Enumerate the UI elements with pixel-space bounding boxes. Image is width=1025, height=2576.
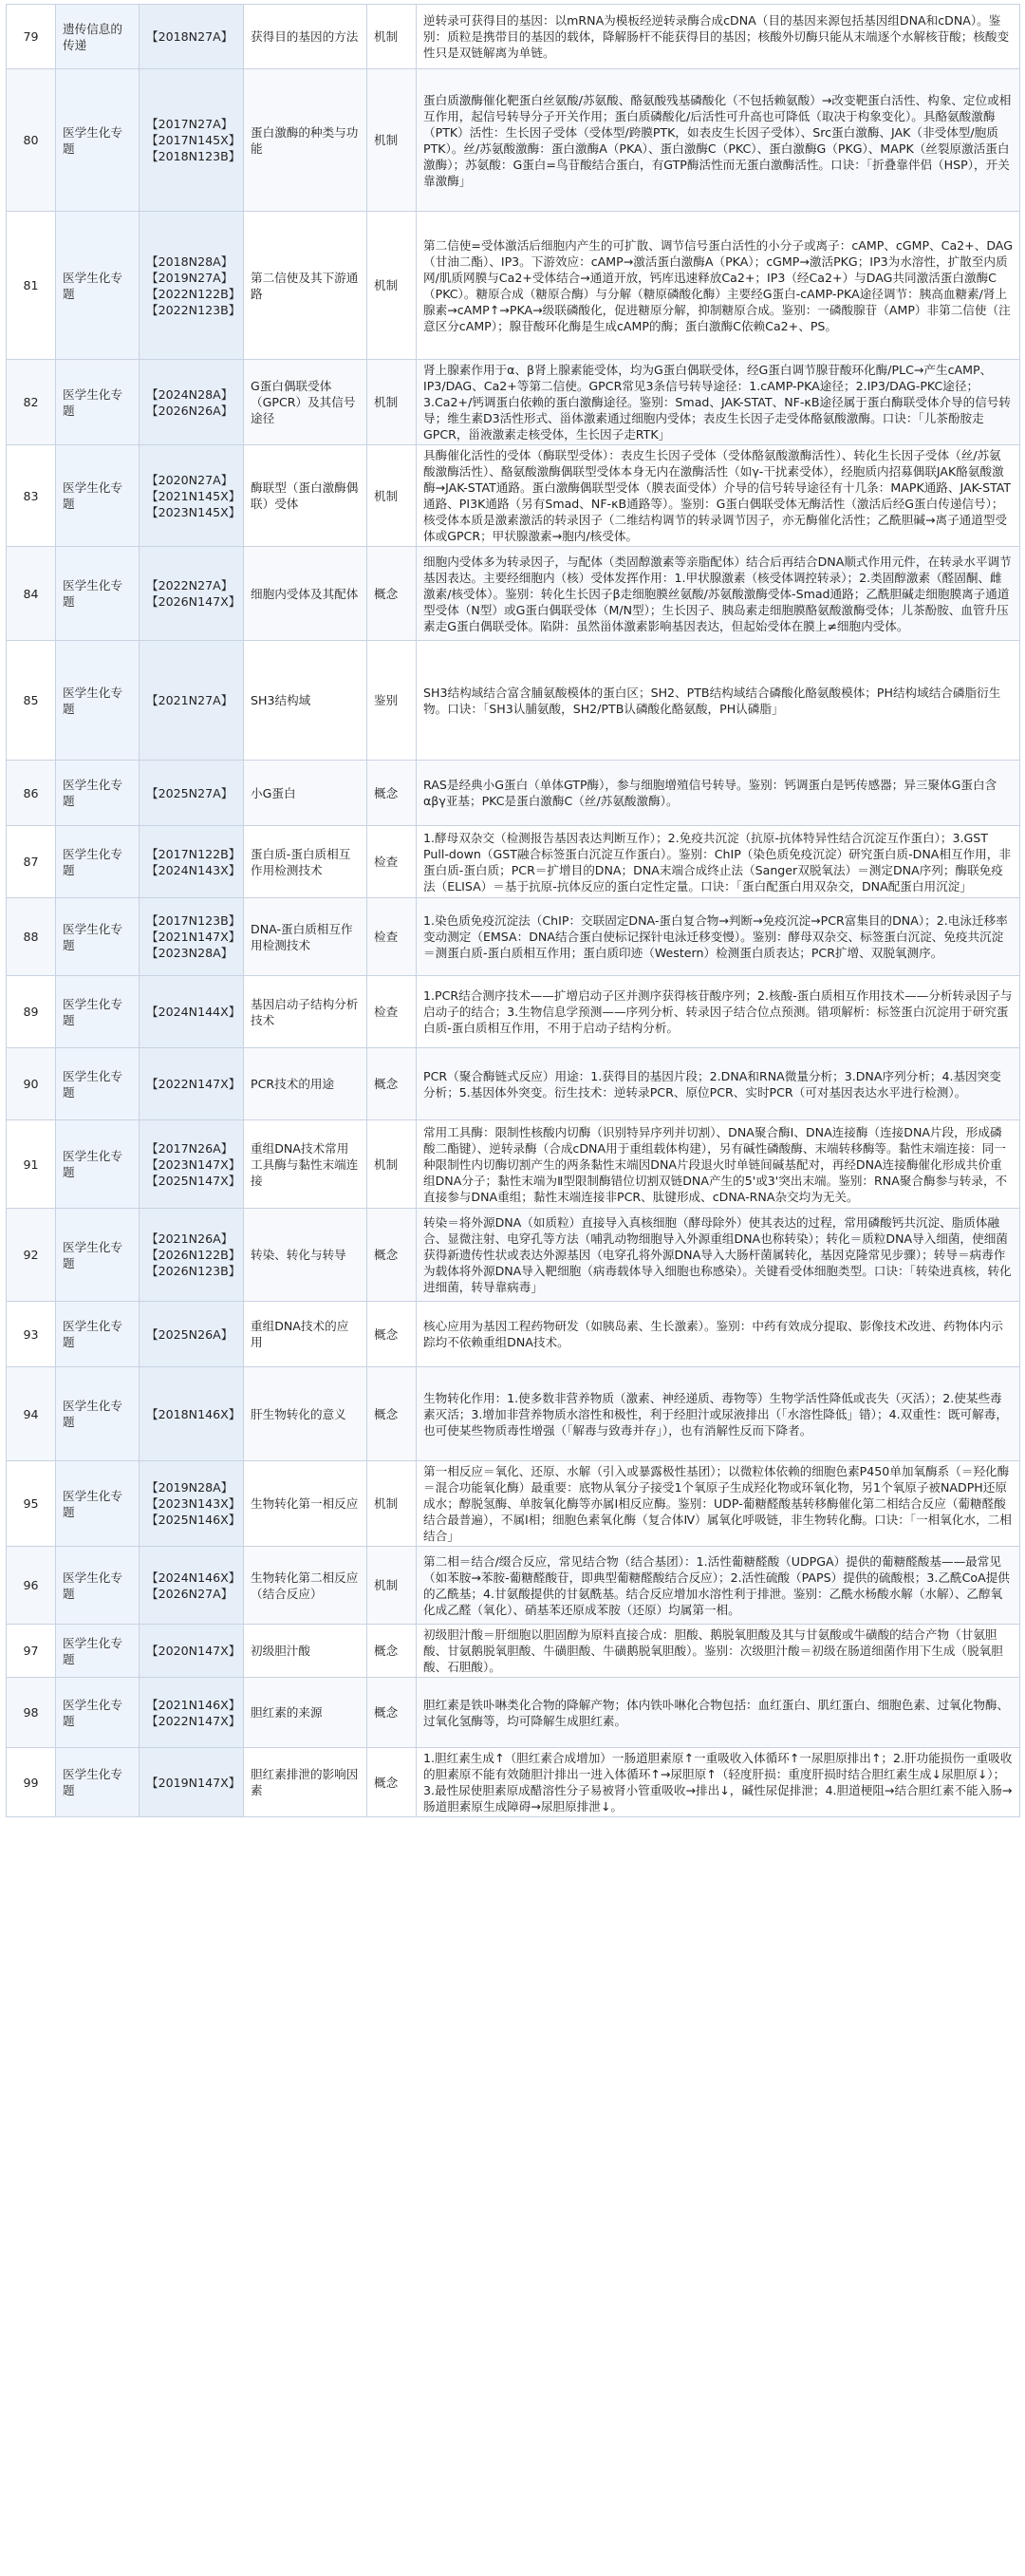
- table-row: [7, 1048, 1020, 1120]
- exam-year-tag: 【2021N145X】: [146, 488, 241, 503]
- row-number: 92: [7, 1209, 56, 1302]
- row-number: 87: [7, 826, 56, 898]
- row-topic: 生物转化第二相反应（结合反应）: [244, 1547, 367, 1625]
- row-number: 98: [7, 1678, 56, 1748]
- row-topic: G蛋白偶联受体（GPCR）及其信号途径: [244, 360, 367, 445]
- row-topic: 重组DNA技术的应用: [244, 1302, 367, 1367]
- row-subject: 医学生化专题: [56, 1748, 140, 1817]
- row-number: 80: [7, 69, 56, 212]
- row-topic: PCR技术的用途: [244, 1048, 367, 1120]
- exam-year-tag: 【2025N147X】: [146, 1173, 241, 1188]
- row-detail: 第二相＝结合/缀合反应，常见结合物（结合基团）：1.活性葡糖醛酸（UDPGA）提供的葡糖醛酸基——最常见（如苯胺→苯胺-葡糖醛酸苷，即典型葡糖醛酸结合反应）；2.活性硫酸（PAPS）提供的硫酸根；3.乙酰CoA提供的乙酰基；4.甘氨酸提供的甘氨酰基。结合反应增加水溶性利于排泄。鉴别：乙酰水杨酸水解（水解）、乙醇氧化成乙醛（氧化）、硝基苯还原成苯胺（还原）均属第一相。: [417, 1547, 1020, 1625]
- row-subject: 医学生化专题: [56, 1048, 140, 1120]
- row-type: 机制: [367, 1547, 417, 1625]
- exam-year-tag: 【2017N122B】: [146, 846, 241, 861]
- row-detail: 1.PCR结合测序技术——扩增启动子区并测序获得核苷酸序列；2.核酸-蛋白质相互作用技术——分析转录因子与启动子的结合；3.生物信息学预测——序列分析、转录因子结合位点预测。错项解析：标签蛋白沉淀用于研究蛋白质-蛋白质相互作用，不用于启动子结构分析。: [417, 976, 1020, 1048]
- row-subject: 医学生化专题: [56, 69, 140, 212]
- exam-year-tag: 【2023N145X】: [146, 504, 241, 519]
- row-topic: 细胞内受体及其配体: [244, 547, 367, 641]
- row-number: 85: [7, 641, 56, 761]
- table-row: [7, 445, 1020, 547]
- row-topic: 转染、转化与转导: [244, 1209, 367, 1302]
- topic-table: [6, 4, 1020, 1817]
- row-subject: 医学生化专题: [56, 1625, 140, 1678]
- row-detail: 细胞内受体多为转录因子，与配体（类固醇激素等亲脂配体）结合后再结合DNA顺式作用元件，在转录水平调节基因表达。主要经细胞内（核）受体发挥作用：1.甲状腺激素（核受体调控转录）；2.类固醇激素（醛固酮、雌激素/核受体）。鉴别：转化生长因子β走细胞膜丝氨酸/苏氨酸激酶受体-Smad通路；乙酰胆碱走细胞膜离子通道型受体（N型）或G蛋白偶联受体（M/N型）；生长因子、胰岛素走细胞膜酪氨酸激酶受体；儿茶酚胺、血管升压素走G蛋白偶联受体。陷阱：虽然甾体激素影响基因表达，但起始受体在膜上≠细胞内受体。: [417, 547, 1020, 641]
- row-exam-years: [140, 69, 244, 212]
- row-number: 95: [7, 1461, 56, 1547]
- row-topic: DNA-蛋白质相互作用检测技术: [244, 898, 367, 976]
- row-exam-years: [140, 1048, 244, 1120]
- row-type: 概念: [367, 1625, 417, 1678]
- row-type: 概念: [367, 761, 417, 826]
- table-row: [7, 1209, 1020, 1302]
- row-subject: 医学生化专题: [56, 1209, 140, 1302]
- row-number: 93: [7, 1302, 56, 1367]
- row-number: 86: [7, 761, 56, 826]
- row-exam-years: [140, 212, 244, 360]
- table-row: [7, 1748, 1020, 1817]
- row-detail: 常用工具酶：限制性核酸内切酶（识别特异序列并切割）、DNA聚合酶Ⅰ、DNA连接酶（连接DNA片段，形成磷酸二酯键）、逆转录酶（合成cDNA用于重组载体构建），另有碱性磷酸酶、末端转移酶等。黏性末端连接：同一种限制性内切酶切割产生的两条黏性末端因DNA片段退火时单链间碱基配对，再经DNA连接酶催化形成共价重组DNA分子；黏性末端为Ⅱ型限制酶错位切割双链DNA产生的5'或3'突出末端。鉴别：RNA聚合酶参与转录，不直接参与DNA重组；黏性末端连接非PCR、肽键形成、cDNA-RNA杂交均为无关。: [417, 1120, 1020, 1209]
- row-subject: 医学生化专题: [56, 1120, 140, 1209]
- exam-year-tag: 【2025N27A】: [146, 785, 233, 800]
- row-number: 99: [7, 1748, 56, 1817]
- exam-year-tag: 【2024N146X】: [146, 1570, 241, 1585]
- row-number: 81: [7, 212, 56, 360]
- row-topic: 胆红素排泄的影响因素: [244, 1748, 367, 1817]
- row-subject: 医学生化专题: [56, 826, 140, 898]
- row-detail: 转染＝将外源DNA（如质粒）直接导入真核细胞（酵母除外）使其表达的过程，常用磷酸钙共沉淀、脂质体融合、显微注射、电穿孔等方法（哺乳动物细胞导入外源重组DNA也称转染）；转化＝质粒DNA导入细菌，使细菌获得新遗传性状或表达外源基因（电穿孔将外源DNA导入大肠杆菌属转化，基因克隆常见步骤）；转导＝病毒作为载体将外源DNA导入靶细胞（病毒载体导入细胞也称感染）。关键看受体细胞类型。口诀：「转染进真核，转化进细菌，转导靠病毒」: [417, 1209, 1020, 1302]
- row-detail: 具酶催化活性的受体（酶联型受体）：表皮生长因子受体（受体酪氨酸激酶活性）、转化生长因子受体（丝/苏氨酸激酶活性）、酪氨酸激酶偶联型受体本身无内在激酶活性（如γ-干扰素受体），经胞质内招募偶联JAK酪氨酸激酶→JAK-STAT通路。蛋白激酶偶联型受体（膜表面受体）介导的信号转导途径有十几条：MAPK通路、JAK-STAT通路、PI3K通路（另有Smad、NF-κB通路等）。鉴别：G蛋白偶联受体无酶活性（激活后经G蛋白传递信号）；核受体本质是激素激活的转录因子（二维结构调节的转录调节因子，亦无酶催化活性；乙酰胆碱→离子通道型受体或GPCR；甲状腺激素→胞内/核受体。: [417, 445, 1020, 547]
- table-row: [7, 976, 1020, 1048]
- row-subject: 医学生化专题: [56, 547, 140, 641]
- exam-year-tag: 【2020N27A】: [146, 472, 233, 487]
- table-body: [7, 5, 1020, 1817]
- row-topic: 基因启动子结构分析技术: [244, 976, 367, 1048]
- row-exam-years: [140, 898, 244, 976]
- row-topic: 小G蛋白: [244, 761, 367, 826]
- row-detail: 第二信使=受体激活后细胞内产生的可扩散、调节信号蛋白活性的小分子或离子：cAMP、cGMP、Ca2+、DAG（甘油二酯）、IP3。下游效应：cAMP→激活蛋白激酶A（PKA）；cGMP→激活PKG；IP3为水溶性，扩散至内质网/肌质网膜与Ca2+受体结合→通道开放，钙库迅速释放Ca2+；IP3（经Ca2+）与DAG共同激活蛋白激酶C（PKC）。糖原合成（糖原合酶）与分解（糖原磷酸化酶）主要经G蛋白-cAMP-PKA途径调节：胰高血糖素/肾上腺素→cAMP↑→PKA→级联磷酸化，促进糖原分解，抑制糖原合成。鉴别：一磷酸腺苷（AMP）非第二信使（注意区分cAMP）；腺苷酸环化酶是生成cAMP的酶；蛋白激酶C依赖Ca2+、PS。: [417, 212, 1020, 360]
- table-row: [7, 1367, 1020, 1461]
- exam-year-tag: 【2018N146X】: [146, 1406, 241, 1421]
- exam-year-tag: 【2017N145X】: [146, 133, 241, 147]
- exam-year-tag: 【2018N27A】: [146, 29, 233, 44]
- row-exam-years: [140, 641, 244, 761]
- row-subject: 医学生化专题: [56, 360, 140, 445]
- row-type: 检查: [367, 826, 417, 898]
- row-exam-years: [140, 445, 244, 547]
- row-number: 90: [7, 1048, 56, 1120]
- row-number: 82: [7, 360, 56, 445]
- row-subject: 医学生化专题: [56, 445, 140, 547]
- row-topic: 获得目的基因的方法: [244, 5, 367, 69]
- table-row: [7, 1547, 1020, 1625]
- exam-year-tag: 【2026N147X】: [146, 594, 241, 609]
- exam-year-tag: 【2025N146X】: [146, 1513, 241, 1527]
- table-row: [7, 69, 1020, 212]
- row-exam-years: [140, 1547, 244, 1625]
- exam-year-tag: 【2021N26A】: [146, 1232, 233, 1246]
- row-exam-years: [140, 5, 244, 69]
- exam-year-tag: 【2022N147X】: [146, 1713, 241, 1728]
- row-type: 鉴别: [367, 641, 417, 761]
- exam-year-tag: 【2021N147X】: [146, 930, 241, 944]
- row-topic: 第二信使及其下游通路: [244, 212, 367, 360]
- row-number: 96: [7, 1547, 56, 1625]
- exam-year-tag: 【2022N147X】: [146, 1077, 241, 1091]
- table-row: [7, 1461, 1020, 1547]
- exam-year-tag: 【2019N28A】: [146, 1480, 233, 1495]
- table-row: [7, 547, 1020, 641]
- row-exam-years: [140, 1461, 244, 1547]
- row-detail: RAS是经典小G蛋白（单体GTP酶），参与细胞增殖信号转导。鉴别：钙调蛋白是钙传感器；异三聚体G蛋白含αβγ亚基；PKC是蛋白激酶C（丝/苏氨酸激酶）。: [417, 761, 1020, 826]
- row-type: 概念: [367, 1678, 417, 1748]
- row-subject: 医学生化专题: [56, 898, 140, 976]
- row-subject: 医学生化专题: [56, 1302, 140, 1367]
- row-topic: 胆红素的来源: [244, 1678, 367, 1748]
- row-type: 概念: [367, 547, 417, 641]
- exam-year-tag: 【2022N122B】: [146, 286, 241, 301]
- exam-year-tag: 【2026N26A】: [146, 403, 233, 418]
- row-subject: 医学生化专题: [56, 641, 140, 761]
- table-row: [7, 1120, 1020, 1209]
- row-type: 机制: [367, 360, 417, 445]
- row-detail: PCR（聚合酶链式反应）用途：1.获得目的基因片段；2.DNA和RNA微量分析；3.DNA序列分析；4.基因突变分析；5.基因体外突变。衍生技术：逆转录PCR、原位PCR、实时PCR（可对基因表达水平进行检测）。: [417, 1048, 1020, 1120]
- exam-year-tag: 【2020N147X】: [146, 1644, 241, 1658]
- row-type: 概念: [367, 1367, 417, 1461]
- row-type: 机制: [367, 212, 417, 360]
- row-detail: 肾上腺素作用于α、β肾上腺素能受体，均为G蛋白偶联受体，经G蛋白调节腺苷酸环化酶/PLC→产生cAMP、IP3/DAG、Ca2+等第二信使。GPCR常见3条信号转导途径：1.cAMP-PKA途径；2.IP3/DAG-PKC途径；3.Ca2+/钙调蛋白依赖的蛋白激酶途径。鉴别：Smad、JAK-STAT、NF-κB途径属于蛋白酶联受体介导的信号转导；维生素D3活性形式、甾体激素通过细胞内受体；表皮生长因子走受体酪氨酸激酶。口诀：「儿茶酚胺走GPCR，甾液激素走核受体，生长因子走RTK」: [417, 360, 1020, 445]
- exam-year-tag: 【2017N27A】: [146, 117, 233, 131]
- table-row: [7, 641, 1020, 761]
- exam-topic-table: [6, 4, 1019, 1817]
- table-row: [7, 212, 1020, 360]
- row-exam-years: [140, 1625, 244, 1678]
- row-exam-years: [140, 1120, 244, 1209]
- row-subject: 医学生化专题: [56, 1461, 140, 1547]
- row-number: 89: [7, 976, 56, 1048]
- row-detail: 1.胆红素生成↑（胆红素合成增加）一肠道胆素原↑一重吸收入体循环↑一尿胆原排出↑；2.肝功能损伤一重吸收的胆素原不能有效随胆汁排出一进入体循环↑→尿胆原↑（轻度肝损：重度肝损时结合胆红素生成↓尿胆原↓）；3.最性尿使胆素原成醋溶性分子易被肾小管重吸收→排出↓，碱性尿促排泄；4.胆道梗阻→结合胆红素不能入肠→肠道胆素原生成障碍→尿胆原排泄↓。: [417, 1748, 1020, 1817]
- exam-year-tag: 【2025N26A】: [146, 1326, 233, 1342]
- row-number: 79: [7, 5, 56, 69]
- row-topic: SH3结构域: [244, 641, 367, 761]
- row-subject: 遗传信息的传递: [56, 5, 140, 69]
- table-row: [7, 5, 1020, 69]
- row-subject: 医学生化专题: [56, 976, 140, 1048]
- exam-year-tag: 【2019N27A】: [146, 270, 233, 285]
- row-type: 机制: [367, 5, 417, 69]
- row-subject: 医学生化专题: [56, 1678, 140, 1748]
- table-row: [7, 1678, 1020, 1748]
- row-detail: 核心应用为基因工程药物研发（如胰岛素、生长激素）。鉴别：中药有效成分提取、影像技术改进、药物体内示踪均不依赖重组DNA技术。: [417, 1302, 1020, 1367]
- exam-year-tag: 【2022N27A】: [146, 578, 233, 592]
- row-exam-years: [140, 826, 244, 898]
- row-number: 83: [7, 445, 56, 547]
- row-type: 概念: [367, 1302, 417, 1367]
- row-exam-years: [140, 1678, 244, 1748]
- exam-year-tag: 【2017N123B】: [146, 913, 241, 928]
- row-type: 概念: [367, 1209, 417, 1302]
- row-number: 91: [7, 1120, 56, 1209]
- row-subject: 医学生化专题: [56, 1547, 140, 1625]
- row-topic: 蛋白激酶的种类与功能: [244, 69, 367, 212]
- exam-year-tag: 【2017N26A】: [146, 1140, 233, 1156]
- row-detail: 第一相反应＝氧化、还原、水解（引入或暴露极性基团）；以微粒体依赖的细胞色素P450单加氧酶系（＝羟化酶＝混合功能氧化酶）最重要：底物从氧分子接受1个氧原子生成羟化物或环氧化物，另1个氧原子被NADPH还原成水；醇脱氢酶、单胺氧化酶等亦属Ⅰ相反应酶。鉴别：UDP-葡糖醛酸基转移酶催化第二相结合反应（葡糖醛酸结合最普遍），不属Ⅰ相；细胞色素氧化酶（复合体Ⅳ）属氧化呼吸链，非生物转化酶。口诀：「一相氧化水，二相结合」: [417, 1461, 1020, 1547]
- row-topic: 重组DNA技术常用工具酶与黏性末端连接: [244, 1120, 367, 1209]
- row-type: 机制: [367, 69, 417, 212]
- exam-year-tag: 【2024N28A】: [146, 386, 233, 402]
- row-type: 概念: [367, 1748, 417, 1817]
- row-detail: 1.酵母双杂交（检测报告基因表达判断互作）；2.免疫共沉淀（抗原-抗体特异性结合沉淀互作蛋白）；3.GST Pull-down（GST融合标签蛋白沉淀互作蛋白）。鉴别：ChIP（染色质免疫沉淀）研究蛋白质-DNA相互作用，非蛋白质-蛋白质；PCR＝扩增目的DNA；DNA末端合成终止法（Sanger双脱氧法）＝测定DNA序列；酶联免疫法（ELISA）＝基于抗原-抗体反应的蛋白定性定量。口诀：「蛋白配蛋白用双杂交，DNA配蛋白用沉淀」: [417, 826, 1020, 898]
- row-exam-years: [140, 976, 244, 1048]
- exam-year-tag: 【2021N27A】: [146, 693, 233, 707]
- table-row: [7, 761, 1020, 826]
- exam-year-tag: 【2022N123B】: [146, 302, 241, 317]
- table-row: [7, 1625, 1020, 1678]
- row-number: 94: [7, 1367, 56, 1461]
- row-exam-years: [140, 1367, 244, 1461]
- exam-year-tag: 【2018N123B】: [146, 149, 241, 163]
- row-topic: 生物转化第一相反应: [244, 1461, 367, 1547]
- row-number: 84: [7, 547, 56, 641]
- row-type: 概念: [367, 1048, 417, 1120]
- row-type: 机制: [367, 1120, 417, 1209]
- exam-year-tag: 【2026N123B】: [146, 1264, 241, 1278]
- table-row: [7, 898, 1020, 976]
- exam-year-tag: 【2019N147X】: [146, 1775, 241, 1790]
- row-topic: 蛋白质-蛋白质相互作用检测技术: [244, 826, 367, 898]
- table-row: [7, 360, 1020, 445]
- row-topic: 初级胆汁酸: [244, 1625, 367, 1678]
- row-detail: 胆红素是铁卟啉类化合物的降解产物；体内铁卟啉化合物包括：血红蛋白、肌红蛋白、细胞色素、过氧化物酶、过氧化氢酶等，均可降解生成胆红素。: [417, 1678, 1020, 1748]
- row-exam-years: [140, 547, 244, 641]
- row-type: 检查: [367, 898, 417, 976]
- row-detail: SH3结构域结合富含脯氨酸模体的蛋白区；SH2、PTB结构域结合磷酸化酪氨酸模体；PH结构域结合磷脂衍生物。口诀：「SH3认脯氨酸，SH2/PTB认磷酸化酪氨酸，PH认磷脂」: [417, 641, 1020, 761]
- row-number: 97: [7, 1625, 56, 1678]
- row-type: 检查: [367, 976, 417, 1048]
- exam-year-tag: 【2018N28A】: [146, 254, 233, 269]
- row-subject: 医学生化专题: [56, 1367, 140, 1461]
- row-type: 机制: [367, 445, 417, 547]
- row-type: 机制: [367, 1461, 417, 1547]
- exam-year-tag: 【2026N122B】: [146, 1248, 241, 1262]
- row-topic: 酶联型（蛋白激酶偶联）受体: [244, 445, 367, 547]
- row-exam-years: [140, 1748, 244, 1817]
- exam-year-tag: 【2021N146X】: [146, 1697, 241, 1712]
- row-number: 88: [7, 898, 56, 976]
- exam-year-tag: 【2024N144X】: [146, 1005, 241, 1019]
- row-exam-years: [140, 360, 244, 445]
- row-detail: 初级胆汁酸＝肝细胞以胆固醇为原料直接合成：胆酸、鹅脱氧胆酸及其与甘氨酸或牛磺酸的结合产物（甘氨胆酸、甘氨鹅脱氧胆酸、牛磺胆酸、牛磺鹅脱氧胆酸）。鉴别：次级胆汁酸＝初级在肠道细菌作用下生成（脱氧胆酸、石胆酸）。: [417, 1625, 1020, 1678]
- exam-year-tag: 【2024N143X】: [146, 862, 241, 877]
- row-exam-years: [140, 1209, 244, 1302]
- row-detail: 逆转录可获得目的基因：以mRNA为模板经逆转录酶合成cDNA（目的基因来源包括基因组DNA和cDNA）。鉴别：质粒是携带目的基因的载体，降解肠杆不能获得目的基因；核酸外切酶只能从末端逐个水解核苷酸；核酸变性只是双链解离为单链。: [417, 5, 1020, 69]
- row-subject: 医学生化专题: [56, 761, 140, 826]
- exam-year-tag: 【2023N28A】: [146, 946, 233, 960]
- exam-year-tag: 【2023N147X】: [146, 1156, 241, 1172]
- row-detail: 蛋白质激酶催化靶蛋白丝氨酸/苏氨酸、酪氨酸残基磷酸化（不包括赖氨酸）→改变靶蛋白活性、构象、定位或相互作用，起信号转导分子开关作用；蛋白质磷酸化/后活性可升高也可降低（取决于构象变化）。具酪氨酸激酶（PTK）活性：生长因子受体（受体型/跨膜PTK，如表皮生长因子受体）、Src蛋白激酶、JAK（非受体型/胞质PTK）。丝/苏氨酸激酶：蛋白激酶A（PKA）、蛋白激酶C（PKC）、蛋白激酶G（PKG）、MAPK（丝裂原激活蛋白激酶）；苏氨酸：G蛋白=鸟苷酸结合蛋白，有GTP酶活性而无蛋白激酶活性。口诀：「折叠靠伴侣（HSP），开关靠激酶」: [417, 69, 1020, 212]
- row-subject: 医学生化专题: [56, 212, 140, 360]
- row-topic: 肝生物转化的意义: [244, 1367, 367, 1461]
- exam-year-tag: 【2023N143X】: [146, 1496, 241, 1511]
- row-exam-years: [140, 1302, 244, 1367]
- table-row: [7, 1302, 1020, 1367]
- table-row: [7, 826, 1020, 898]
- row-detail: 生物转化作用：1.使多数非营养物质（激素、神经递质、毒物等）生物学活性降低或丧失（灭活）；2.使某些毒素灭活；3.增加非营养物质水溶性和极性，利于经胆汁或尿液排出（「水溶性降低」错）；4.双重性：既可解毒，也可使某些物质毒性增强（「解毒与致毒并存」），也有消解性反而下降者。: [417, 1367, 1020, 1461]
- exam-year-tag: 【2026N27A】: [146, 1586, 233, 1601]
- row-exam-years: [140, 761, 244, 826]
- row-detail: 1.染色质免疫沉淀法（ChIP：交联固定DNA-蛋白复合物→判断→免疫沉淀→PCR富集目的DNA）；2.电泳迁移率变动测定（EMSA：DNA结合蛋白使标记探针电泳迁移变慢）。鉴别：酵母双杂交、标签蛋白沉淀、免疫共沉淀＝测蛋白质-蛋白质相互作用；蛋白质印迹（Western）检测蛋白质表达；PCR扩增、双脱氧测序。: [417, 898, 1020, 976]
